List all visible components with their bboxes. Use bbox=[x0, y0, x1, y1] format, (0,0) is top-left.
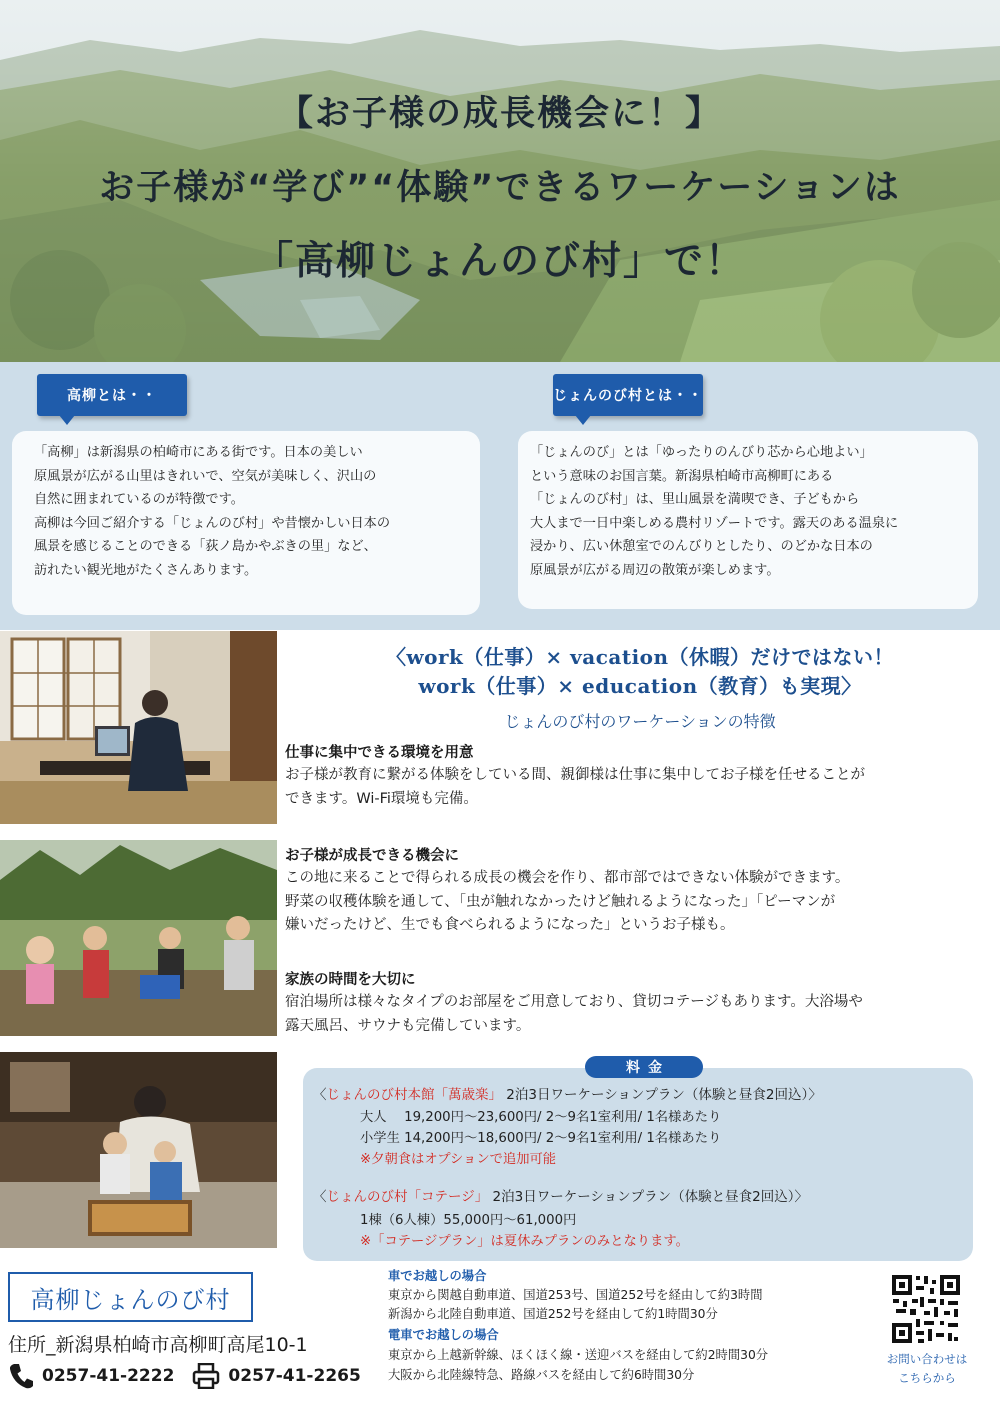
intro-section bbox=[0, 362, 1000, 630]
hero-title-line-2: お子様が“学び”“体験”できるワーケーションは bbox=[99, 168, 901, 208]
card-line: 自然に囲まれているのが特徴です。 bbox=[34, 492, 244, 508]
contact-row bbox=[8, 1362, 361, 1390]
train-access-line: 東京から上越新幹線、ほくほく線・送迎バスを経由して約2時間30分 bbox=[388, 1348, 769, 1362]
card-line: 大人まで一日中楽しめる農村リゾートです。露天のある温泉に bbox=[530, 515, 899, 531]
feature-line: この地に来ることで得られる成長の機会を作り、都市部ではできない体験ができます。 bbox=[285, 870, 850, 886]
card-line: 高柳は今回ご紹介する「じょんのび村」や昔懐かしい日本の bbox=[34, 515, 391, 531]
card-line: 原風景が広がる周辺の散策が楽しめます。 bbox=[530, 562, 780, 578]
hero-title-line-1: 【お子様の成長機会に！】 bbox=[277, 94, 722, 134]
hero-title-line-3: 「高柳じょんのび村」で！ bbox=[253, 239, 746, 284]
feature-body-growth bbox=[285, 867, 990, 938]
hero-banner bbox=[0, 0, 1000, 362]
feature-line: 露天風呂、サウナも完備しています。 bbox=[285, 1017, 531, 1034]
car-access-heading: 車でお越しの場合 bbox=[388, 1269, 487, 1283]
card-line: 原風景が広がる山里はきれいで、空気が美味しく、沢山の bbox=[34, 468, 377, 484]
feature-line: お子様が教育に繋がる体験をしている間、親御様は仕事に集中してお子様を任せることが bbox=[285, 767, 865, 783]
feature-line: 宿泊場所は様々なタイプのお部屋をご用意しており、貸切コテージもあります。大浴場や bbox=[285, 994, 863, 1010]
plan1-child-price: 小学生 14,200円～18,600円/ 2～9名1室利用/ 1名様あたり bbox=[360, 1131, 722, 1146]
card-line: 「じょんのび村」は、里山風景を満喫でき、子どもから bbox=[530, 492, 860, 508]
card-line: という意味のお国言葉。新潟県柏崎市高柳町にある bbox=[530, 468, 834, 484]
plan1-heading bbox=[313, 1083, 822, 1103]
jonnobi-description-card bbox=[518, 431, 978, 609]
plan1-prefix: 〈 bbox=[313, 1087, 327, 1103]
photo-working-room bbox=[0, 631, 277, 824]
feature-line: できます。Wi-Fi環境も完備。 bbox=[285, 790, 478, 807]
plan2-heading bbox=[313, 1185, 808, 1205]
feature-title-work: 仕事に集中できる環境を用意 bbox=[285, 745, 474, 761]
address: 住所_新潟県柏崎市高柳町高尾10-1 bbox=[8, 1334, 308, 1356]
plan1-note: ※夕朝食はオプションで追加可能 bbox=[360, 1152, 557, 1167]
car-access-line: 東京から関越自動車道、国道253号、国道252号を経由して約3時間 bbox=[388, 1288, 763, 1302]
feature-body-work bbox=[285, 764, 990, 811]
qr-caption-line: こちらから bbox=[898, 1371, 956, 1385]
card-line: 「高柳」は新潟県の柏崎市にある街です。日本の美しい bbox=[34, 445, 363, 460]
plan1-name: じょんのび村本館「萬歳楽」 bbox=[326, 1087, 502, 1103]
takayanagi-tag: 高柳とは・・ bbox=[37, 374, 187, 416]
plan1-adult-price: 大人 19,200円～23,600円/ 2～9名1室利用/ 1名様あたり bbox=[360, 1110, 722, 1125]
photo-paper-making bbox=[0, 1052, 277, 1248]
fax-number: 0257-41-2265 bbox=[228, 1366, 361, 1386]
card-line: 浸かり、広い休憩室でのんびりとしたり、のどかな日本の bbox=[530, 539, 873, 555]
plan1-desc: 2泊3日ワーケーションプラン（体験と昼食2回込）〉 bbox=[502, 1087, 822, 1103]
lead-line-2: work（仕事）× education（教育）も実現〉 bbox=[418, 674, 862, 698]
train-access-line: 大阪から北陸線特急、路線バスを経由して約6時間30分 bbox=[388, 1368, 695, 1382]
card-line: 風景を感じることのできる「荻ノ島かやぶきの里」など、 bbox=[34, 539, 377, 555]
phone-number[interactable]: 0257-41-2222 bbox=[42, 1366, 175, 1386]
plan2-name: じょんのび村「コテージ」 bbox=[326, 1189, 489, 1205]
plan2-price: 1棟（6人棟）55,000円～61,000円 bbox=[360, 1213, 577, 1228]
card-line: 訪れたい観光地がたくさんあります。 bbox=[34, 562, 258, 578]
takayanagi-description-card bbox=[12, 431, 480, 615]
train-access-heading: 電車でお越しの場合 bbox=[388, 1328, 499, 1342]
jonnobi-tag: じょんのび村とは・・ bbox=[553, 374, 703, 416]
facility-logo: 高柳じょんのび村 bbox=[8, 1272, 253, 1322]
lead-line-1: 〈work（仕事）× vacation（休暇）だけではない！ bbox=[385, 645, 895, 669]
plan2-desc: 2泊3日ワーケーションプラン（体験と昼食2回込）〉 bbox=[488, 1189, 809, 1205]
contact-qr-code[interactable] bbox=[890, 1273, 962, 1345]
feature-title-growth: お子様が成長できる機会に bbox=[285, 848, 459, 864]
qr-caption-line: お問い合わせは bbox=[886, 1352, 968, 1366]
car-access-line: 新潟から北陸自動車道、国道252号を経由して約1時間30分 bbox=[388, 1307, 718, 1321]
fax-icon bbox=[192, 1363, 220, 1389]
phone-icon bbox=[8, 1362, 34, 1390]
plan2-prefix: 〈 bbox=[313, 1189, 327, 1205]
features-subheading: じょんのび村のワーケーションの特徴 bbox=[504, 712, 776, 731]
feature-line: 嫌いだったけど、生でも食べられるようになった」というお子様も。 bbox=[285, 917, 735, 933]
feature-body-family bbox=[285, 991, 990, 1038]
photo-vegetable-harvest bbox=[0, 840, 277, 1036]
plan2-note: ※「コテージプラン」は夏休みプランのみとなります。 bbox=[360, 1234, 689, 1249]
card-line: 「じょんのび」とは「ゆったりのんびり芯から心地よい」 bbox=[530, 445, 873, 460]
feature-line: 野菜の収穫体験を通して、「虫が触れなかったけど触れるようになった」「ピーマンが bbox=[285, 893, 836, 910]
pricing-tag: 料金 bbox=[585, 1056, 703, 1078]
feature-title-family: 家族の時間を大切に bbox=[285, 972, 416, 988]
